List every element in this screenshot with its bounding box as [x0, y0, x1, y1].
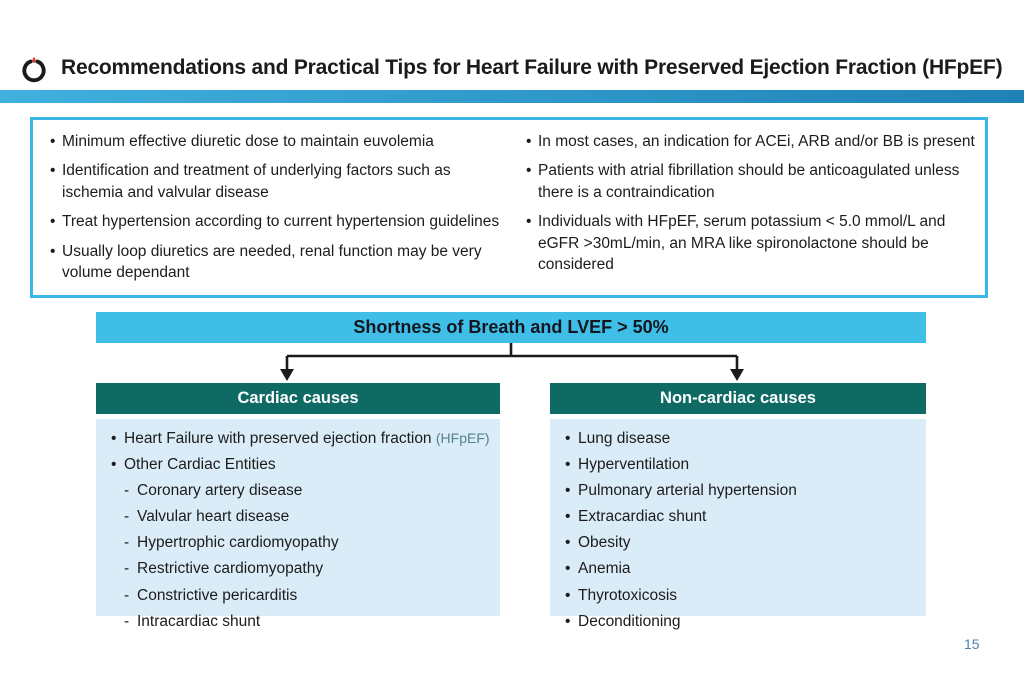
- list-item: • Other Cardiac Entities: [110, 456, 490, 475]
- flowchart-root-node: [96, 312, 926, 343]
- page-number: 15: [964, 636, 980, 652]
- list-item: • Hyperventilation: [564, 456, 916, 475]
- list-item: • Anemia: [564, 560, 916, 579]
- list-item: • Individuals with HFpEF, serum potassium < 5.0 mmol/L and eGFR >30mL/min, an MRA like spironolactone should be considered: [525, 211, 979, 275]
- non-cardiac-causes-list: [564, 430, 916, 631]
- list-item: - Hypertrophic cardiomyopathy: [110, 534, 490, 553]
- hfpef-abbreviation: (HFpEF): [435, 430, 490, 446]
- cardiac-causes-list: [110, 430, 490, 631]
- recommendations-left-column: [33, 120, 509, 295]
- cause-text: Heart Failure with preserved ejection fraction: [124, 430, 432, 447]
- page-title: Recommendations and Practical Tips for Heart Failure with Preserved Ejection Fraction (HFpEF): [61, 56, 1003, 79]
- list-item: • Patients with atrial fibrillation should be anticoagulated unless there is a contraindication: [525, 160, 979, 203]
- list-item: • Deconditioning: [564, 613, 916, 632]
- list-item: - Intracardiac shunt: [110, 613, 490, 632]
- list-item: - Valvular heart disease: [110, 508, 490, 527]
- list-item: - Restrictive cardiomyopathy: [110, 560, 490, 579]
- list-item: • Minimum effective diuretic dose to maintain euvolemia: [49, 131, 503, 152]
- non-cardiac-causes-header: [550, 383, 926, 414]
- recommendations-left-list: [49, 131, 503, 283]
- list-item: [110, 430, 490, 449]
- list-item: • In most cases, an indication for ACEi, ARB and/or BB is present: [525, 131, 979, 152]
- list-item: • Usually loop diuretics are needed, renal function may be very volume dependant: [49, 241, 503, 284]
- non-cardiac-causes-panel: [550, 419, 926, 630]
- list-item: • Extracardiac shunt: [564, 508, 916, 527]
- list-item: • Pulmonary arterial hypertension: [564, 482, 916, 501]
- list-item: • Treat hypertension according to current hypertension guidelines: [49, 211, 503, 232]
- list-item: • Lung disease: [564, 430, 916, 449]
- title-underline-bar: [0, 90, 1024, 103]
- recommendations-box: [30, 117, 988, 298]
- list-item: • Thyrotoxicosis: [564, 587, 916, 606]
- recommendations-right-list: [525, 131, 979, 275]
- list-item: - Coronary artery disease: [110, 482, 490, 501]
- cardiac-causes-header-label: Cardiac causes: [237, 389, 359, 407]
- flowchart-root-label: Shortness of Breath and LVEF > 50%: [353, 317, 669, 337]
- list-item: • Obesity: [564, 534, 916, 553]
- heart-drop-logo-icon: [20, 56, 48, 84]
- cardiac-causes-header: [96, 383, 500, 414]
- cardiac-causes-panel: [96, 419, 500, 630]
- flowchart-connector-arrows: [0, 343, 1024, 383]
- list-item: • Identification and treatment of underlying factors such as ischemia and valvular disease: [49, 160, 503, 203]
- non-cardiac-causes-header-label: Non-cardiac causes: [660, 389, 816, 407]
- recommendations-right-column: [509, 120, 985, 295]
- list-item: - Constrictive pericarditis: [110, 587, 490, 606]
